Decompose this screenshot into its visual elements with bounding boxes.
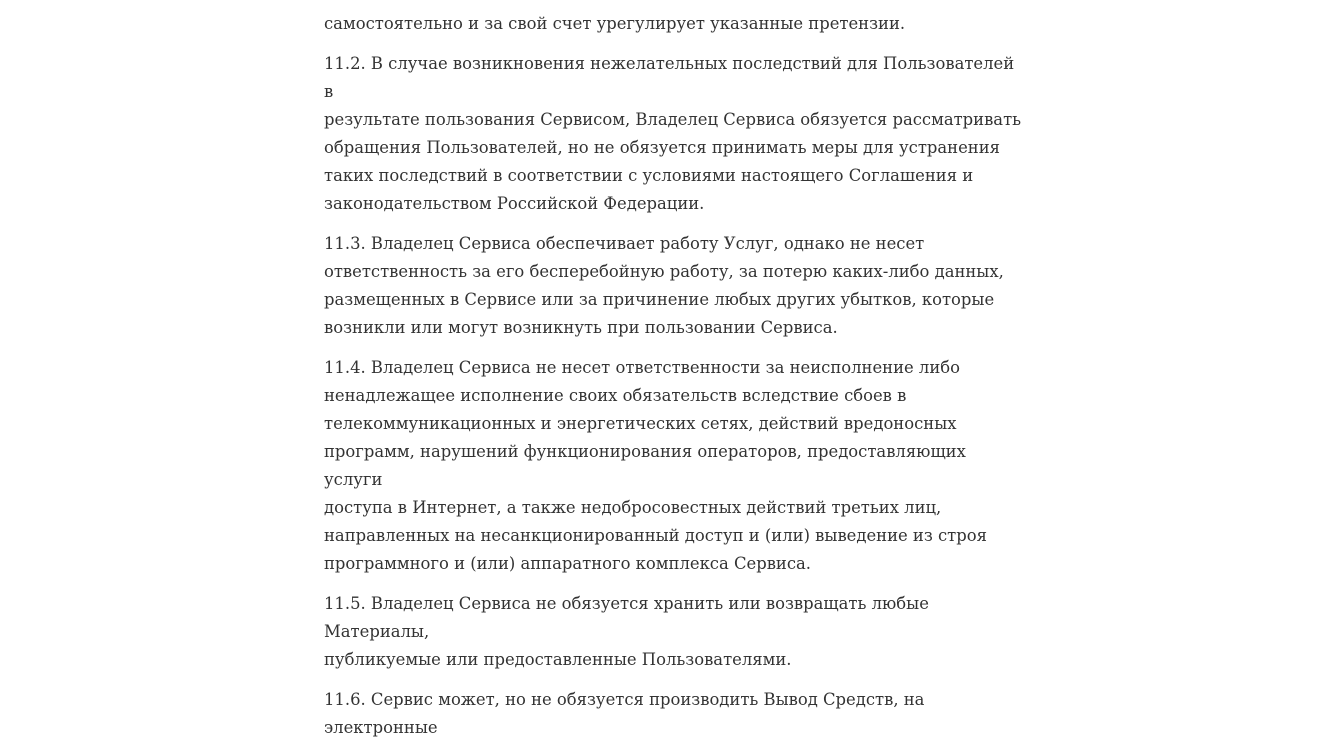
text-line: результате пользования Сервисом, Владелец Сервиса обязуется рассматривать (324, 110, 1022, 129)
text-line: ответственность за его бесперебойную работу, за потерю каких-либо данных, (324, 262, 1004, 281)
paragraph-11-3 (324, 230, 1024, 342)
text-line: самостоятельно и за свой счет урегулирует указанные претензии. (324, 14, 906, 33)
text-line: 11.5. Владелец Сервиса не обязуется хранить или возвращать любые Материалы, (324, 594, 929, 641)
text-line: телекоммуникационных и энергетических сетях, действий вредоносных (324, 414, 957, 433)
paragraph-11-1-tail (324, 0, 1024, 38)
text-line: 11.2. В случае возникновения нежелательных последствий для Пользователей в (324, 54, 1015, 101)
text-line: направленных на несанкционированный доступ и (или) выведение из строя (324, 526, 987, 545)
paragraph-11-6 (324, 686, 1024, 742)
text-line: 11.6. Сервис может, но не обязуется производить Вывод Средств, на электронные (324, 690, 925, 737)
text-line: таких последствий в соответствии с условиями настоящего Соглашения и (324, 166, 974, 185)
paragraph-11-4 (324, 354, 1024, 578)
text-line: возникли или могут возникнуть при пользовании Сервиса. (324, 318, 838, 337)
text-line: размещенных в Сервисе или за причинение любых других убытков, которые (324, 290, 995, 309)
document-article (324, 0, 1024, 754)
text-line: программ, нарушений функционирования операторов, предоставляющих услуги (324, 442, 966, 489)
text-line: ненадлежащее исполнение своих обязательств вследствие сбоев в (324, 386, 907, 405)
text-line: обращения Пользователей, но не обязуется принимать меры для устранения (324, 138, 1000, 157)
text-line: доступа в Интернет, а также недобросовестных действий третьих лиц, (324, 498, 942, 517)
text-line: 11.4. Владелец Сервиса не несет ответственности за неисполнение либо (324, 358, 960, 377)
paragraph-11-5 (324, 590, 1024, 674)
text-line: программного и (или) аппаратного комплекса Сервиса. (324, 554, 812, 573)
paragraph-11-2 (324, 50, 1024, 218)
text-line: публикуемые или предоставленные Пользователями. (324, 650, 792, 669)
text-line: законодательством Российской Федерации. (324, 194, 705, 213)
text-line: 11.3. Владелец Сервиса обеспечивает работу Услуг, однако не несет (324, 234, 925, 253)
